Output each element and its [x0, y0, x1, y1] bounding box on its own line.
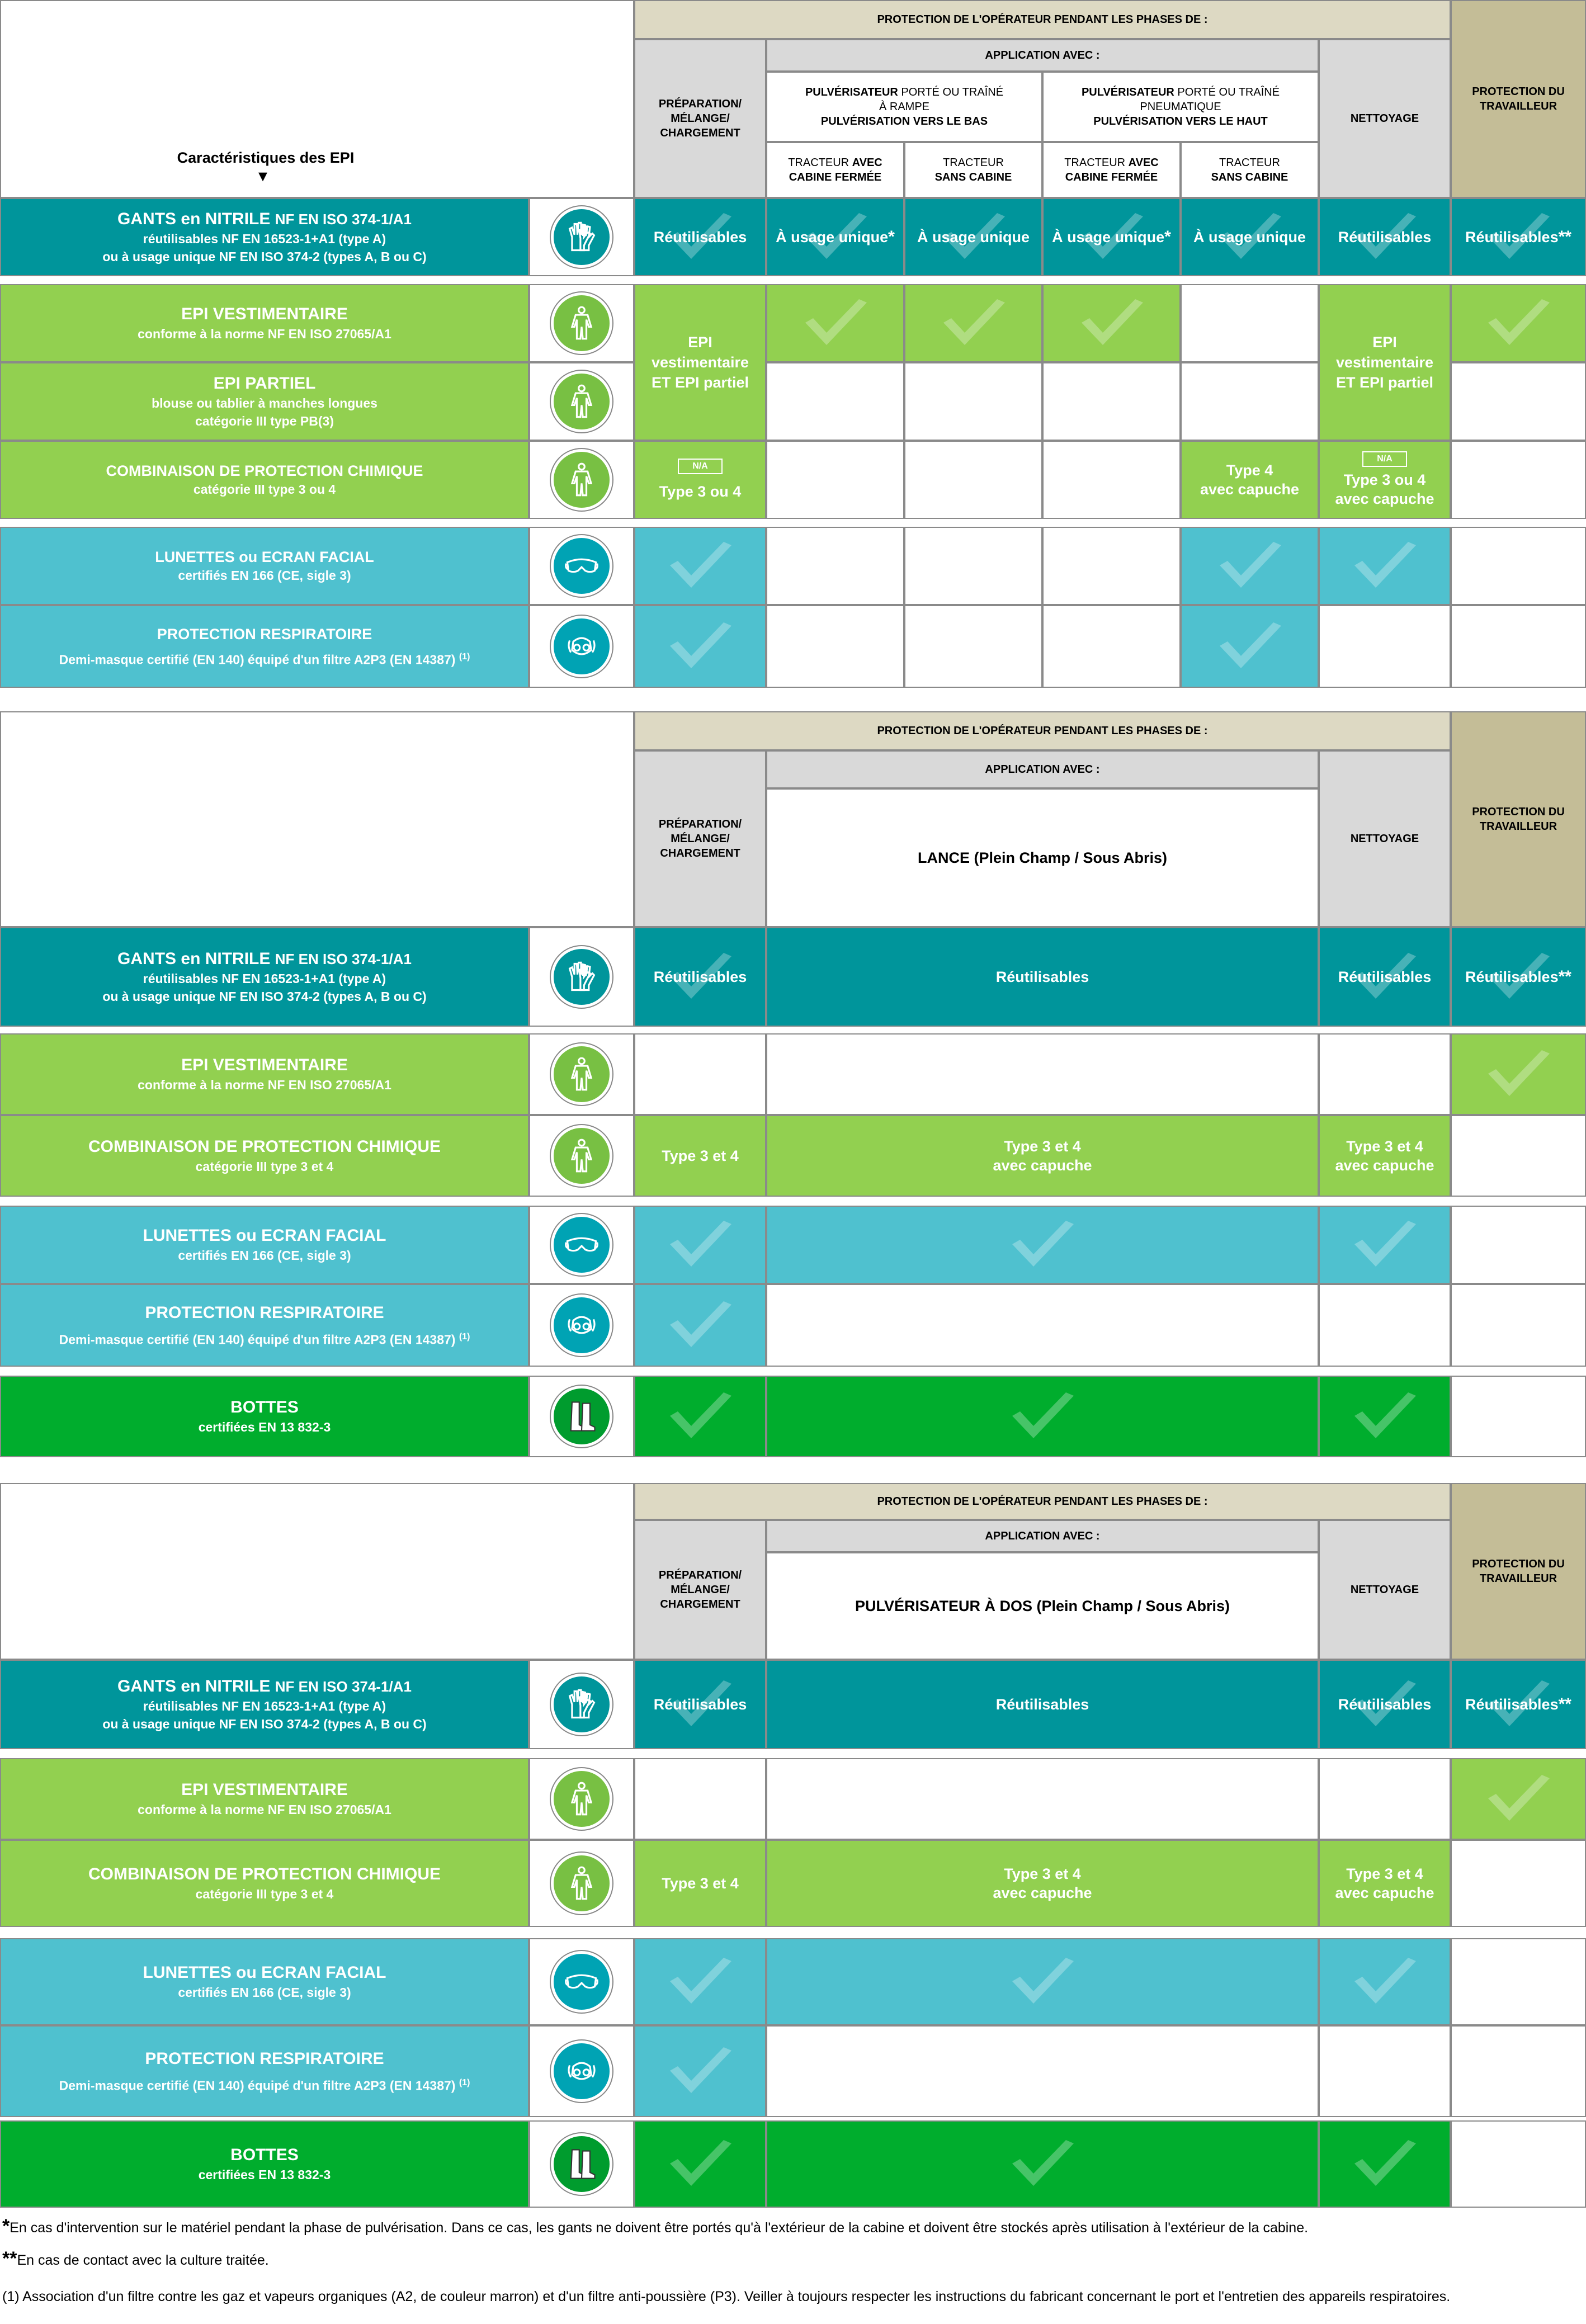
vest-title: EPI VESTIMENTAIRE	[181, 1056, 348, 1074]
combi-nett-capuche: avec capuche	[1335, 490, 1434, 507]
combi-title: COMBINAISON DE PROTECTION CHIMIQUE	[88, 1137, 441, 1156]
gloves-icon-cell	[529, 198, 634, 276]
nettoyage-header-3: NETTOYAGE	[1319, 1520, 1451, 1660]
boots-icon	[551, 1386, 612, 1447]
gants-title: GANTS en NITRILE	[117, 950, 275, 968]
application-header-3: APPLICATION AVEC :	[766, 1520, 1319, 1552]
characteristics-label: Caractéristiques des EPI	[177, 149, 355, 166]
bottes-app-2	[766, 1376, 1319, 1457]
lunettes-prep-3	[634, 1938, 766, 2025]
combi-nett-capuche: avec capuche	[1335, 1884, 1434, 1901]
corner-header-3	[0, 1483, 634, 1660]
lunettes-label-2	[0, 1206, 529, 1284]
resp-nett-3	[1319, 2025, 1451, 2117]
gown-icon	[551, 371, 612, 432]
tracteur-label: TRACTEUR	[788, 157, 852, 169]
gloves-icon	[551, 206, 612, 268]
combi-app-type: Type 3 et 4	[1004, 1138, 1081, 1155]
bottes-app-3	[766, 2120, 1319, 2208]
gants-prep-3: Réutilisables	[634, 1660, 766, 1749]
resp-app-3	[766, 2025, 1319, 2117]
combi-nett-2	[1319, 1115, 1451, 1197]
check-icon	[802, 298, 869, 348]
vest-sub: conforme à la norme NF EN ISO 27065/A1	[138, 1078, 391, 1092]
boots-icon-cell	[529, 1376, 634, 1457]
lunettes-c1	[766, 527, 904, 605]
resp-sub: Demi-masque certifié (EN 140) équipé d'un filtre A2P3 (EN 14387)	[59, 1332, 456, 1347]
application-header-2: APPLICATION AVEC :	[766, 750, 1319, 788]
check-icon	[1009, 1391, 1076, 1442]
avec-label: AVEC	[1128, 157, 1159, 169]
check-icon	[1351, 1957, 1418, 2007]
gloves-icon	[551, 946, 612, 1008]
partiel-c3	[1042, 362, 1181, 441]
lunettes-c4	[1181, 527, 1319, 605]
lunettes-prep	[634, 527, 766, 605]
gants-nett: Réutilisables	[1319, 198, 1451, 276]
check-icon	[1351, 2139, 1418, 2189]
resp-c3	[1042, 605, 1181, 688]
down-arrow-icon: ▼	[255, 168, 271, 185]
check-icon	[667, 2046, 734, 2096]
check-icon	[940, 298, 1007, 348]
check-icon	[667, 541, 734, 591]
combi-c4-capuche: avec capuche	[1200, 481, 1300, 498]
lunettes-prep-2	[634, 1206, 766, 1284]
footnote-star-1: *	[2, 2216, 10, 2237]
resp-title: PROTECTION RESPIRATOIRE	[157, 625, 372, 643]
gloves-icon-cell	[529, 1660, 634, 1749]
lunettes-title: LUNETTES ou ECRAN FACIAL	[143, 1963, 386, 1982]
footnote-star-2: **	[2, 2248, 17, 2269]
pneu-line2: PNEUMATIQUE	[1140, 101, 1221, 113]
protection-travailleur-header: PROTECTION DU TRAVAILLEUR	[1451, 0, 1586, 198]
bottes-sub: certifiées EN 13 832-3	[198, 2167, 331, 2182]
suit-icon	[551, 1853, 612, 1914]
vest-nett-2	[1319, 1033, 1451, 1115]
coverall-icon	[551, 292, 612, 354]
lunettes-title: LUNETTES ou ECRAN FACIAL	[143, 1226, 386, 1245]
bottes-nett-3	[1319, 2120, 1451, 2208]
gants-app-2: Réutilisables	[766, 927, 1319, 1027]
lunettes-c2	[904, 527, 1042, 605]
resp-prep-3	[634, 2025, 766, 2117]
resp-note: (1)	[459, 651, 470, 662]
gants-nett-2: Réutilisables	[1319, 927, 1451, 1027]
bottes-label-2	[0, 1376, 529, 1457]
coverall-icon	[551, 1043, 612, 1105]
combi-label	[0, 441, 529, 519]
vest-label-3	[0, 1758, 529, 1840]
gants-c2: À usage unique	[904, 198, 1042, 276]
lunettes-app-2	[766, 1206, 1319, 1284]
pneu-title-bold: PULVÉRISATEUR	[1081, 86, 1174, 98]
check-icon	[1216, 541, 1283, 591]
suit-icon-cell	[529, 1840, 634, 1927]
combi-trav-3	[1451, 1840, 1586, 1927]
prep-epi-merged: EPI vestimentaire ET EPI partiel	[634, 284, 766, 441]
resp-note: (1)	[459, 2077, 470, 2087]
check-icon	[1009, 2139, 1076, 2189]
vest-app-2	[766, 1033, 1319, 1115]
combi-nett-type: Type 3 et 4	[1346, 1138, 1423, 1155]
coverall-icon-cell	[529, 1758, 634, 1840]
mask-icon-cell	[529, 605, 634, 688]
lunettes-trav-3	[1451, 1938, 1586, 2025]
combi-c4	[1181, 441, 1319, 519]
rampe-line2: À RAMPE	[879, 101, 930, 113]
combi-app-3	[766, 1840, 1319, 1927]
goggles-icon	[551, 1951, 612, 2013]
tracteur-avec-header-1	[766, 142, 904, 198]
combi-sub: catégorie III type 3 et 4	[195, 1887, 334, 1901]
footnote-text-2: En cas de contact avec la culture traitée.	[17, 2252, 269, 2268]
partiel-label	[0, 362, 529, 441]
suit-icon-cell	[529, 1115, 634, 1197]
gants-c1: À usage unique *	[766, 198, 904, 276]
gants-line2: réutilisables NF EN 16523-1+A1 (type A)	[143, 232, 386, 246]
footnote-3: (1) Association d'un filtre contre les gaz et vapeurs organiques (A2, de couleur marron) et d'un filtre anti-poussière (P3). Veiller à toujours respecter les instructions du fabricant concernant le port et l'entretien des appareils respiratoires.	[2, 2289, 1451, 2304]
nettoyage-header: NETTOYAGE	[1319, 39, 1451, 198]
suit-icon-cell	[529, 441, 634, 519]
mask-icon-cell	[529, 2025, 634, 2117]
avec-label: AVEC	[852, 157, 882, 169]
check-icon	[667, 621, 734, 672]
boots-icon	[551, 2133, 612, 2195]
check-icon	[667, 1300, 734, 1350]
bottes-prep-3	[634, 2120, 766, 2208]
resp-app-2	[766, 1284, 1319, 1367]
sans-cabine-label: SANS CABINE	[1211, 171, 1288, 183]
lunettes-sub: certifiés EN 166 (CE, sigle 3)	[178, 1248, 351, 1263]
vest-c1	[766, 284, 904, 362]
resp-trav	[1451, 605, 1586, 688]
vest-title: EPI VESTIMENTAIRE	[181, 305, 348, 323]
combi-c3	[1042, 441, 1181, 519]
nett-epi-merged: EPI vestimentaire ET EPI partiel	[1319, 284, 1451, 441]
tracteur-label: TRACTEUR	[943, 157, 1004, 169]
preparation-header-3: PRÉPARATION/ MÉLANGE/ CHARGEMENT	[634, 1520, 766, 1660]
combi-app-type: Type 3 et 4	[1004, 1865, 1081, 1882]
combi-label-3	[0, 1840, 529, 1927]
goggles-icon	[551, 535, 612, 597]
gloves-icon	[551, 1674, 612, 1735]
partiel-title: EPI PARTIEL	[213, 374, 316, 393]
preparation-header-2: PRÉPARATION/ MÉLANGE/ CHARGEMENT	[634, 750, 766, 927]
protection-travailleur-header-3: PROTECTION DU TRAVAILLEUR	[1451, 1483, 1586, 1660]
protection-travailleur-header-2: PROTECTION DU TRAVAILLEUR	[1451, 711, 1586, 927]
gants-c3: À usage unique *	[1042, 198, 1181, 276]
gants-label	[0, 198, 529, 276]
mask-icon	[551, 2040, 612, 2102]
resp-label	[0, 605, 529, 688]
partiel-c1	[766, 362, 904, 441]
vest-app-3	[766, 1758, 1319, 1840]
gants-line2: réutilisables NF EN 16523-1+A1 (type A)	[143, 971, 386, 986]
gants-title: GANTS en NITRILE	[117, 1677, 275, 1695]
partiel-c2	[904, 362, 1042, 441]
bottes-prep-2	[634, 1376, 766, 1457]
na-badge: N/A	[1362, 451, 1407, 467]
combi-nett-3	[1319, 1840, 1451, 1927]
resp-note: (1)	[459, 1331, 470, 1342]
lunettes-trav-2	[1451, 1206, 1586, 1284]
gloves-icon-cell	[529, 927, 634, 1027]
tracteur-sans-header-1	[904, 142, 1042, 198]
combi-sub: catégorie III type 3 ou 4	[193, 482, 336, 497]
vest-sub: conforme à la norme NF EN ISO 27065/A1	[138, 327, 391, 341]
bottes-label-3	[0, 2120, 529, 2208]
vest-trav	[1451, 284, 1586, 362]
vest-nett-3	[1319, 1758, 1451, 1840]
combi-c4-type: Type 4	[1226, 462, 1273, 479]
goggles-icon	[551, 1214, 612, 1276]
pneu-line3: PULVÉRISATION VERS LE HAUT	[1093, 115, 1268, 127]
rampe-line3: PULVÉRISATION VERS LE BAS	[820, 115, 988, 127]
footnote-2	[2, 2250, 1568, 2269]
combi-nett-type: Type 3 ou 4	[1343, 471, 1426, 488]
resp-c2	[904, 605, 1042, 688]
gants-norm: NF EN ISO 374-1/A1	[275, 1678, 412, 1695]
vest-c4	[1181, 284, 1319, 362]
dos-header: PULVÉRISATEUR À DOS (Plein Champ / Sous Abris)	[766, 1552, 1319, 1660]
gants-prep-2: Réutilisables	[634, 927, 766, 1027]
vest-trav-2	[1451, 1033, 1586, 1115]
gants-norm: NF EN ISO 374-1/A1	[275, 951, 412, 967]
resp-sub: Demi-masque certifié (EN 140) équipé d'un filtre A2P3 (EN 14387)	[59, 652, 456, 667]
tracteur-avec-header-2	[1042, 142, 1181, 198]
goggles-icon-cell	[529, 1206, 634, 1284]
footnote-text-1: En cas d'intervention sur le matériel pendant la phase de pulvérisation. Dans ce cas, les gants ne doivent être portés qu'à l'extérieur de la cabine et doivent être stockés après utilisation à l'extérieur de la cabine.	[10, 2220, 1309, 2236]
combi-app-capuche: avec capuche	[993, 1157, 1092, 1174]
gants-trav: Réutilisables **	[1451, 198, 1586, 276]
combi-sub: catégorie III type 3 et 4	[195, 1159, 334, 1174]
check-icon	[1078, 298, 1145, 348]
gants-line3: ou à usage unique NF EN ISO 374-2 (types A, B ou C)	[102, 249, 427, 264]
lunettes-nett-2	[1319, 1206, 1451, 1284]
tracteur-label: TRACTEUR	[1219, 157, 1280, 169]
gants-app-3: Réutilisables	[766, 1660, 1319, 1749]
check-icon	[1351, 1220, 1418, 1270]
vest-prep-2	[634, 1033, 766, 1115]
protection-operateur-header-2: PROTECTION DE L'OPÉRATEUR PENDANT LES PHASES DE :	[634, 711, 1451, 750]
check-icon	[667, 1957, 734, 2007]
vest-label	[0, 284, 529, 362]
check-icon	[1216, 621, 1283, 672]
resp-label-2	[0, 1284, 529, 1367]
lunettes-label-3	[0, 1938, 529, 2025]
gants-prep: Réutilisables	[634, 198, 766, 276]
combi-prep-3: Type 3 et 4	[634, 1840, 766, 1927]
partiel-c4	[1181, 362, 1319, 441]
bottes-sub: certifiées EN 13 832-3	[198, 1420, 331, 1434]
vest-sub: conforme à la norme NF EN ISO 27065/A1	[138, 1802, 391, 1817]
resp-sub: Demi-masque certifié (EN 140) équipé d'un filtre A2P3 (EN 14387)	[59, 2078, 456, 2093]
bottes-trav-2	[1451, 1376, 1586, 1457]
lance-header: LANCE (Plein Champ / Sous Abris)	[766, 788, 1319, 927]
combi-nett-type: Type 3 et 4	[1346, 1865, 1423, 1882]
resp-title: PROTECTION RESPIRATOIRE	[145, 2049, 384, 2068]
vest-prep-3	[634, 1758, 766, 1840]
vest-trav-3	[1451, 1758, 1586, 1840]
cabine-fermee-label: CABINE FERMÉE	[1065, 171, 1158, 183]
check-icon	[1009, 1220, 1076, 1270]
combi-prep-2: Type 3 et 4	[634, 1115, 766, 1197]
vest-label-2	[0, 1033, 529, 1115]
gants-line2: réutilisables NF EN 16523-1+A1 (type A)	[143, 1699, 386, 1713]
coverall-icon-cell	[529, 1033, 634, 1115]
goggles-icon-cell	[529, 527, 634, 605]
pneumatique-header	[1042, 72, 1319, 142]
rampe-header	[766, 72, 1042, 142]
resp-c4	[1181, 605, 1319, 688]
combi-label-2	[0, 1115, 529, 1197]
lunettes-trav	[1451, 527, 1586, 605]
cabine-fermee-label: CABINE FERMÉE	[789, 171, 882, 183]
check-icon	[1009, 1957, 1076, 2007]
bottes-trav-3	[1451, 2120, 1586, 2208]
resp-trav-2	[1451, 1284, 1586, 1367]
combi-prep	[634, 441, 766, 519]
check-icon	[667, 1220, 734, 1270]
lunettes-nett	[1319, 527, 1451, 605]
boots-icon-cell	[529, 2120, 634, 2208]
bottes-title: BOTTES	[230, 1398, 299, 1416]
protection-operateur-header: PROTECTION DE L'OPÉRATEUR PENDANT LES PHASES DE :	[634, 0, 1451, 39]
combi-c1	[766, 441, 904, 519]
check-icon	[1351, 541, 1418, 591]
mask-icon-cell	[529, 1284, 634, 1367]
check-icon	[1485, 298, 1552, 348]
suit-icon	[551, 449, 612, 511]
partiel-sub1: blouse ou tablier à manches longues	[152, 396, 377, 410]
sans-cabine-label: SANS CABINE	[934, 171, 1012, 183]
combi-app-capuche: avec capuche	[993, 1884, 1092, 1901]
lunettes-label	[0, 527, 529, 605]
gants-trav-2: Réutilisables **	[1451, 927, 1586, 1027]
rampe-title-rest: PORTÉ OU TRAÎNÉ	[898, 86, 1004, 98]
corner-header-2	[0, 711, 634, 927]
nettoyage-header-2: NETTOYAGE	[1319, 750, 1451, 927]
mask-icon	[551, 616, 612, 677]
resp-trav-3	[1451, 2025, 1586, 2117]
lunettes-c3	[1042, 527, 1181, 605]
combi-title: COMBINAISON DE PROTECTION CHIMIQUE	[88, 1865, 441, 1883]
lunettes-title: LUNETTES ou ECRAN FACIAL	[155, 549, 374, 565]
preparation-header: PRÉPARATION/ MÉLANGE/ CHARGEMENT	[634, 39, 766, 198]
gants-line3: ou à usage unique NF EN ISO 374-2 (types A, B ou C)	[102, 1717, 427, 1731]
partiel-trav	[1451, 362, 1586, 441]
combi-c2	[904, 441, 1042, 519]
gants-norm: NF EN ISO 374-1/A1	[275, 211, 412, 228]
coverall-icon	[551, 1768, 612, 1830]
resp-prep-2	[634, 1284, 766, 1367]
tracteur-label: TRACTEUR	[1064, 157, 1129, 169]
gants-line3: ou à usage unique NF EN ISO 374-2 (types A, B ou C)	[102, 989, 427, 1004]
coverall-icon-cell	[529, 284, 634, 362]
combi-title: COMBINAISON DE PROTECTION CHIMIQUE	[106, 462, 423, 479]
check-icon	[1351, 1391, 1418, 1442]
combi-trav-2	[1451, 1115, 1586, 1197]
gants-title: GANTS en NITRILE	[117, 210, 275, 228]
gants-label-2	[0, 927, 529, 1027]
gants-label-3	[0, 1660, 529, 1749]
bottes-nett-2	[1319, 1376, 1451, 1457]
check-icon	[1485, 1049, 1552, 1099]
combi-prep-type: Type 3 ou 4	[659, 483, 742, 500]
mask-icon	[551, 1295, 612, 1356]
pneu-title-rest: PORTÉ OU TRAÎNÉ	[1174, 86, 1280, 98]
gants-c4: À usage unique	[1181, 198, 1319, 276]
tracteur-sans-header-2	[1181, 142, 1319, 198]
resp-title: PROTECTION RESPIRATOIRE	[145, 1303, 384, 1322]
lunettes-sub: certifiés EN 166 (CE, sigle 3)	[178, 1985, 351, 2000]
application-header: APPLICATION AVEC :	[766, 39, 1319, 72]
resp-nett	[1319, 605, 1451, 688]
gants-nett-3: Réutilisables	[1319, 1660, 1451, 1749]
check-icon	[667, 2139, 734, 2189]
combi-nett	[1319, 441, 1451, 519]
lunettes-nett-3	[1319, 1938, 1451, 2025]
lunettes-sub: certifiés EN 166 (CE, sigle 3)	[178, 568, 351, 583]
resp-prep	[634, 605, 766, 688]
check-icon	[1485, 1774, 1552, 1824]
suit-icon	[551, 1125, 612, 1187]
check-icon	[667, 1391, 734, 1442]
bottes-title: BOTTES	[230, 2146, 299, 2164]
resp-nett-2	[1319, 1284, 1451, 1367]
resp-c1	[766, 605, 904, 688]
na-badge: N/A	[678, 459, 723, 474]
goggles-icon-cell	[529, 1938, 634, 2025]
combi-app-2	[766, 1115, 1319, 1197]
lunettes-app-3	[766, 1938, 1319, 2025]
footnote-1	[2, 2218, 1568, 2236]
combi-nett-capuche: avec capuche	[1335, 1157, 1434, 1174]
vest-title: EPI VESTIMENTAIRE	[181, 1780, 348, 1799]
gants-trav-3: Réutilisables **	[1451, 1660, 1586, 1749]
protection-operateur-header-3: PROTECTION DE L'OPÉRATEUR PENDANT LES PHASES DE :	[634, 1483, 1451, 1520]
vest-c3	[1042, 284, 1181, 362]
vest-c2	[904, 284, 1042, 362]
resp-label-3	[0, 2025, 529, 2117]
gown-icon-cell	[529, 362, 634, 441]
rampe-title-bold: PULVÉRISATEUR	[805, 86, 898, 98]
combi-trav	[1451, 441, 1586, 519]
partiel-sub2: catégorie III type PB(3)	[195, 414, 334, 428]
